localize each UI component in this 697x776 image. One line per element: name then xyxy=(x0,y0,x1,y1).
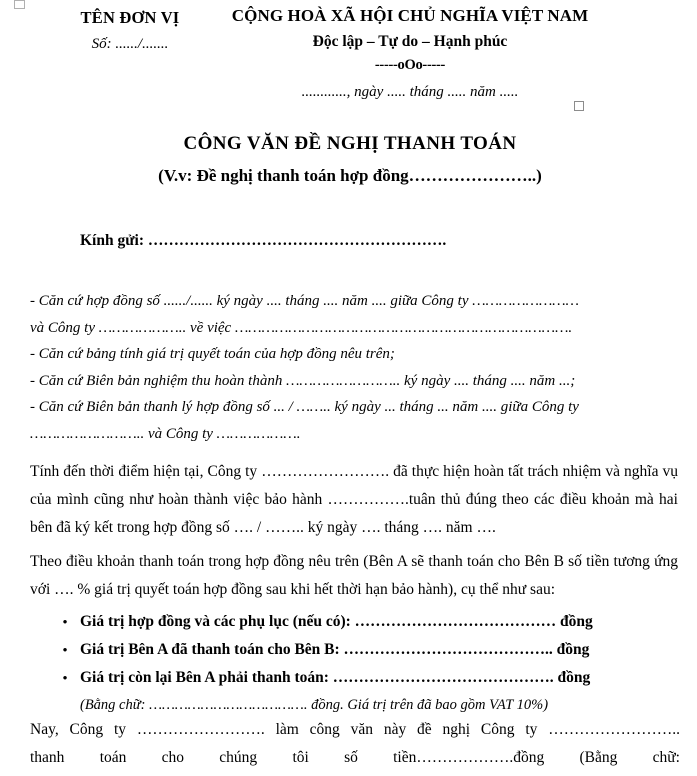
bullet-icon: • xyxy=(62,642,68,657)
payment-amounts-list xyxy=(30,608,680,719)
amount-in-words-note: (Bằng chữ: ………………………………. đồng. Giá trị trên đã bao gồm VAT 10%) xyxy=(80,697,549,713)
bullet-icon: • xyxy=(62,614,68,629)
request-line-1: Nay, Công ty ……………………. làm công văn này đề nghị Công ty …………………….. xyxy=(30,721,680,738)
date-line: ............, ngày ..... tháng ..... năm ..... xyxy=(301,84,519,100)
legal-basis-clauses xyxy=(30,288,680,447)
unit-name: TÊN ĐƠN VỊ xyxy=(80,8,180,27)
list-item xyxy=(30,664,680,692)
page-title: CÔNG VĂN ĐỀ NGHỊ THANH TOÁN xyxy=(183,133,517,154)
clause-line: - Căn cứ Biên bản thanh lý hợp đồng số ... / …….. ký ngày ... tháng ... năm .... giữa Công ty xyxy=(30,399,579,415)
document-header xyxy=(0,0,697,118)
bullet-icon: • xyxy=(62,670,68,685)
request-line-2: thanh toán cho chúng tôi số tiền……………….đồng (Bằng chữ: xyxy=(30,749,680,766)
list-item xyxy=(30,636,680,664)
national-motto: Độc lập – Tự do – Hạnh phúc xyxy=(312,33,508,50)
list-item-label: Giá trị Bên A đã thanh toán cho Bên B: ………………………………….. đồng xyxy=(80,641,590,658)
body-paragraph-payment-terms: Theo điều khoản thanh toán trong hợp đồng nêu trên (Bên A sẽ thanh toán cho Bên B số tiền tương ứng với …. % giá trị quyết toán hợp đồng sau khi hết thời hạn bảo hành), cụ thể như sau: xyxy=(30,553,678,598)
clause-line: - Căn cứ bảng tính giá trị quyết toán của hợp đồng nêu trên; xyxy=(30,346,395,362)
national-title: CỘNG HOÀ XÃ HỘI CHỦ NGHĨA VIỆT NAM xyxy=(231,6,589,25)
clause-line: - Căn cứ hợp đồng số ....../...... ký ngày .... tháng .... năm .... giữa Công ty …………………… xyxy=(30,293,579,309)
clause-line: và Công ty ……………….. về việc …………………………………………………………………. xyxy=(30,319,573,336)
list-item-label: Giá trị hợp đồng và các phụ lục (nếu có): ………………………………… đồng xyxy=(80,613,593,630)
body-paragraph-request xyxy=(30,716,680,772)
page-subtitle: (V.v: Đề nghị thanh toán hợp đồng…………………..) xyxy=(158,166,542,185)
motto-separator: -----oOo----- xyxy=(374,57,446,73)
unit-reference-number: Số: ....../....... xyxy=(91,36,169,52)
clause-line: …………………….. và Công ty ………………. xyxy=(30,425,301,442)
body-paragraph-completion: Tính đến thời điểm hiện tại, Công ty ……………………. đã thực hiện hoàn tất trách nhiệm và nghĩa vụ của mình cũng như hoàn thành việc bảo hành …………….tuân thủ đúng theo các điều khoản mà hai bên đã ký kết trong hợp đồng số …. / …….. ký ngày …. tháng …. năm …. xyxy=(30,463,678,536)
list-item-label: Giá trị còn lại Bên A phải thanh toán: ……………………………………. đồng xyxy=(80,669,591,686)
recipient-line: Kính gửi: …………………………………………………. xyxy=(80,232,447,249)
clause-line: - Căn cứ Biên bản nghiệm thu hoàn thành …………………….. ký ngày .... tháng .... năm ...; xyxy=(30,372,576,389)
list-item xyxy=(30,608,680,636)
